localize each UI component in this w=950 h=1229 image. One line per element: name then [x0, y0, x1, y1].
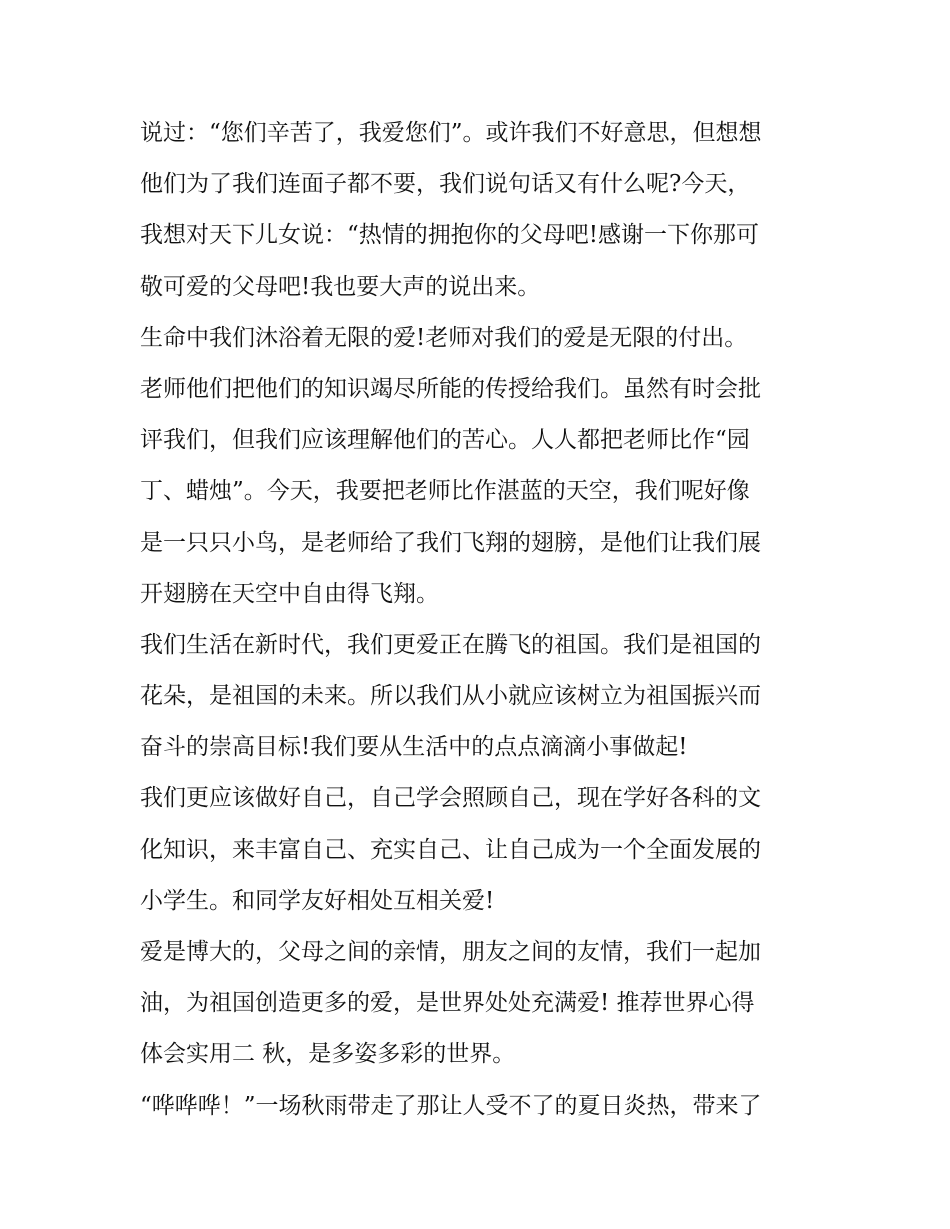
text-line: 化知识，来丰富自己、充实自己、让自己成为一个全面发展的	[140, 836, 761, 863]
text-line: 我们生活在新时代，我们更爱正在腾飞的祖国。我们是祖国的	[140, 631, 761, 658]
text-line: 体会实用二 秋，是多姿多彩的世界。	[140, 1041, 516, 1068]
text-line: 我想对天下儿女说：“热情的拥抱你的父母吧!感谢一下你那可	[140, 222, 760, 249]
text-line: 丁、蜡烛”。今天，我要把老师比作湛蓝的天空，我们呢好像	[140, 478, 750, 505]
text-line: 评我们，但我们应该理解他们的苦心。人人都把老师比作“园	[140, 427, 750, 454]
text-line: 是一只只小鸟，是老师给了我们飞翔的翅膀，是他们让我们展	[140, 529, 761, 556]
text-line: 敬可爱的父母吧!我也要大声的说出来。	[140, 273, 541, 300]
text-line: 说过：“您们辛苦了，我爱您们”。或许我们不好意思，但想想	[140, 120, 762, 146]
text-line: 奋斗的崇高目标!我们要从生活中的点点滴滴小事做起!	[140, 734, 688, 761]
text-line: “哗哗哗！”一场秋雨带走了那让人受不了的夏日炎热，带来了	[140, 1092, 762, 1119]
text-line: 他们为了我们连面子都不要，我们说句话又有什么呢?今天，	[140, 171, 751, 198]
text-line: 爱是博大的，父母之间的亲情，朋友之间的友情，我们一起加	[140, 939, 761, 965]
text-line: 我们更应该做好自己，自己学会照顾自己，现在学好各科的文	[140, 785, 761, 812]
document-body-text	[140, 108, 820, 1132]
text-line: 开翅膀在天空中自由得飞翔。	[140, 580, 439, 607]
text-line: 花朵，是祖国的未来。所以我们从小就应该树立为祖国振兴而	[140, 683, 761, 710]
text-line: 老师他们把他们的知识竭尽所能的传授给我们。虽然有时会批	[140, 375, 761, 402]
text-line: 油，为祖国创造更多的爱，是世界处处充满爱! 推荐世界心得	[140, 990, 755, 1017]
text-line: 生命中我们沐浴着无限的爱!老师对我们的爱是无限的付出。	[140, 324, 748, 351]
text-line: 小学生。和同学友好相处互相关爱!	[140, 887, 495, 914]
